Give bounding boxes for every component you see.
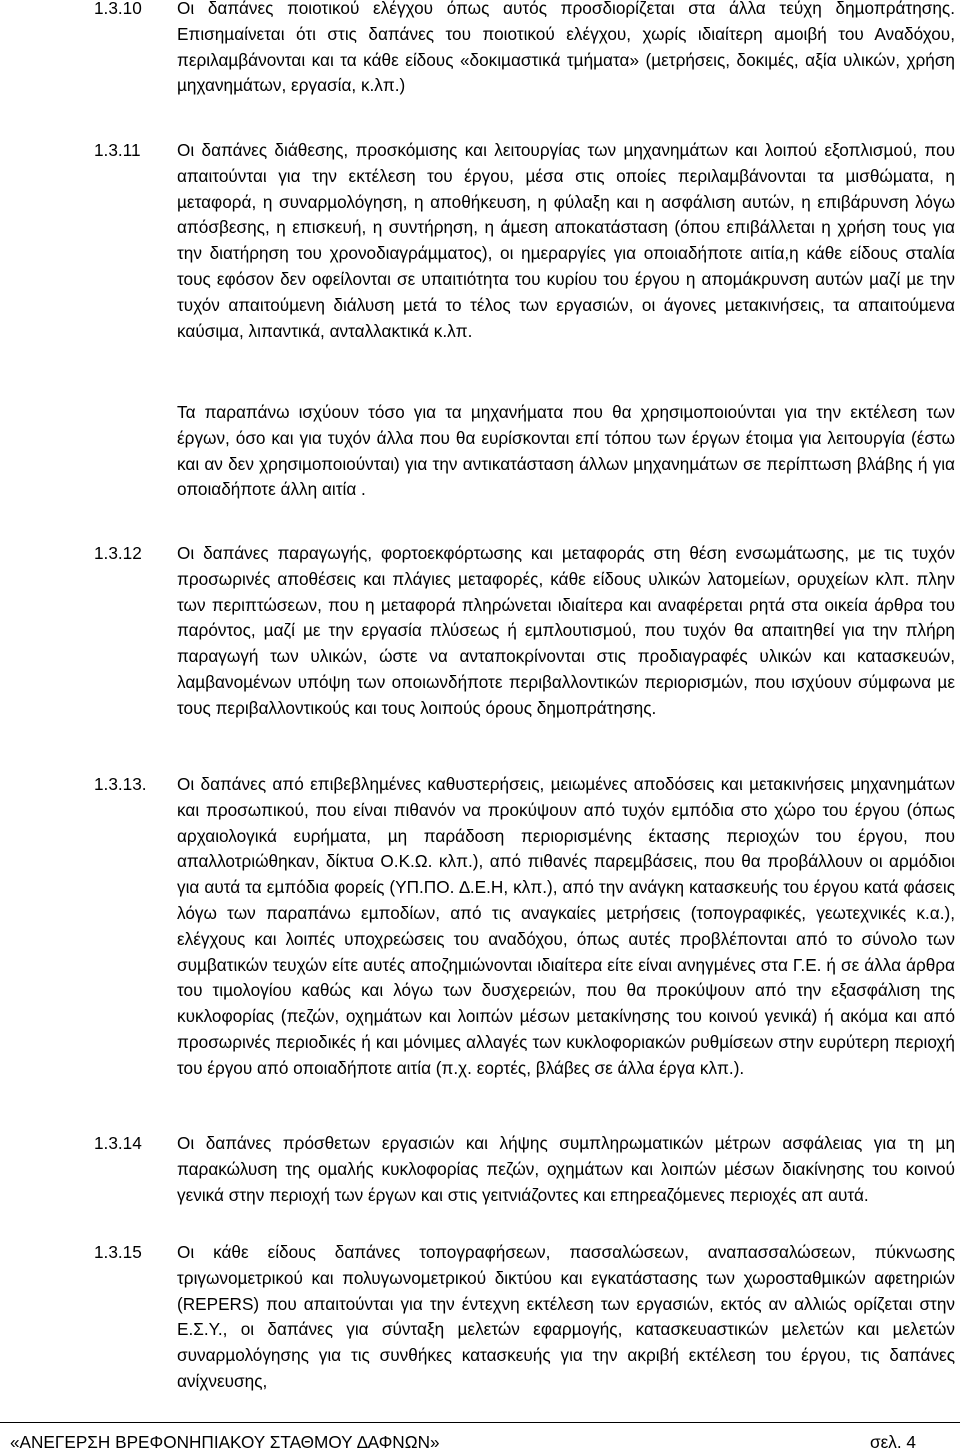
- section-text: Τα παραπάνω ισχύουν τόσο για τα µηχανήµατα που θα χρησιµοποιούνται για την εκτέλεση των έργων, όσο και για τυχόν άλλα που θα ευρίσκονται επί τόπου των έργων έτοιµα για λειτουργία (έστω και αν δεν χρησιµοποιούνται) για την αντικατάσταση άλλων µηχανηµάτων σε περίπτωση βλάβης ή για οποιαδήποτε άλλη αιτία .: [177, 402, 955, 500]
- section-number: 1.3.13.: [94, 774, 147, 794]
- section-number: 1.3.11: [94, 140, 141, 160]
- page-number: σελ. 4: [870, 1432, 916, 1452]
- section-text: Οι κάθε είδους δαπάνες τοπογραφήσεων, πασσαλώσεων, αναπασσαλώσεων, πύκνωσης τριγωνοµετρικού και πολυγωνοµετρικού δικτύου και εγκατάστασης των χωροσταθµικών αφετηριών (REPERS) που απαιτούνται για την έντεχνη εκτέλεση των εργασιών, εκτός αν αλλιώς ορίζεται στην Ε.Σ.Υ., οι δαπάνες για σύνταξη µελετών εφαρµογής, κατασκευαστικών µελετών και µελετών συναρµολόγησης για τις συνθήκες κατασκευής για την ακριβή εκτέλεση του έργου, τις δαπάνες ανίχνευσης,: [177, 1242, 955, 1391]
- section-number: 1.3.14: [94, 1133, 142, 1153]
- section-number: 1.3.12: [94, 543, 142, 563]
- section-text: Οι δαπάνες ποιοτικού ελέγχου όπως αυτός προσδιορίζεται στα άλλα τεύχη δηµοπράτησης. Επισηµαίνεται ότι στις δαπάνες του ποιοτικού ελέγχου, χωρίς ιδιαίτερη αµοιβή του Αναδόχου, περιλαµβάνονται και τα κάθε είδους «δοκιµαστικά τµήµατα» (µετρήσεις, δοκιµές, αξία υλικών, χρήση µηχανηµάτων, εργασία, κ.λπ.): [177, 0, 955, 96]
- section-text: Οι δαπάνες διάθεσης, προσκόµισης και λειτουργίας των µηχανηµάτων και λοιπού εξοπλισµού, που απαιτούνται για την εκτέλεση του έργου, µέσα στις οποίες περιλαµβάνονται τα µισθώµατα, η µεταφορά, η συναρµολόγηση, η αποθήκευση, η φύλαξη και η ασφάλιση αυτών, η επιβάρυνση λόγω απόσβεσης, η επισκευή, η συντήρηση, η άµεση αποκατάσταση (όπου επιβάλλεται η χρήση τους για την διατήρηση του χρονοδιαγράµµατος), οι ηµεραργίες για οποιαδήποτε αιτία,η κάθε είδους σταλία τους εφόσον δεν οφείλονται σε υπαιτιότητα του κυρίου του έργου η αποµάκρυνση αυτών µαζί µε την τυχόν απαιτούµενη διάλυση µετά το τέλος των εργασιών, οι άγονες µετακινήσεις, τα απαιτούµενα καύσιµα, λιπαντικά, ανταλλακτικά κ.λπ.: [177, 140, 955, 341]
- section-number: 1.3.15: [94, 1242, 142, 1262]
- footer-title: «ΑΝΕΓΕΡΣΗ ΒΡΕΦΟΝΗΠΙΑΚΟΥ ΣΤΑΘΜΟΥ ∆ΑΦΝΩΝ»: [10, 1432, 440, 1452]
- section-text: Οι δαπάνες πρόσθετων εργασιών και λήψης συµπληρωµατικών µέτρων ασφάλειας για τη µη παρακώλυση της οµαλής κυκλοφορίας πεζών, οχηµάτων και λοιπών µέσων διακίνησης του κοινού γενικά στην περιοχή των έργων και στις γειτνιάζοντες και επηρεαζόµενες περιοχές απ αυτά.: [177, 1133, 955, 1205]
- section-text: Οι δαπάνες από επιβεβληµένες καθυστερήσεις, µειωµένες αποδόσεις και µετακινήσεις µηχανηµάτων και προσωπικού, που είναι πιθανόν να προκύψουν από τυχόν εµπόδια στο χώρο του έργου (όπως αρχαιολογικά ευρήµατα, µη παράδοση περιορισµένης έκτασης περιοχών του έργου, που απαλλοτριώθηκαν, δίκτυα Ο.Κ.Ω. κλπ.), από πιθανές παρεµβάσεις, που θα προβάλλουν οι αρµόδιοι για αυτά τα εµπόδια φορείς (ΥΠ.ΠΟ. ∆.Ε.Η, κλπ.), από την ανάγκη κατασκευής του έργου κατά φάσεις λόγω των παραπάνω εµποδίων, από τις αναγκαίες µετρήσεις (τοπογραφικές, γεωτεχνικές κ.α.), ελέγχους και λοιπές υποχρεώσεις του αναδόχου, όπως αυτές προβλέπονται από το σύνολο των συµβατικών τευχών είτε αυτές αποζηµιώνονται ιδιαίτερα είτε είναι ανηγµένες στα Γ.Ε. ή σε άλλα άρθρα του τιµολογίου καθώς και λόγω των δυσχερειών, που θα προκύψουν από την εξασφάλιση της κυκλοφορίας (πεζών, οχηµάτων και λοιπών µέσων µετακίνησης του κοινού γενικά) ή ακόµα και από προσωρινές περιοδικές ή και µόνιµες αλλαγές των κυκλοφοριακών ρυθµίσεων στην ευρύτερη περιοχή του έργου από οποιαδήποτε αιτία (π.χ. εορτές, βλάβες σε άλλα έργα κλπ.).: [177, 774, 955, 1078]
- footer-divider: [0, 1422, 960, 1423]
- section-number: 1.3.10: [94, 0, 142, 18]
- section-text: Οι δαπάνες παραγωγής, φορτοεκφόρτωσης και µεταφοράς στη θέση ενσωµάτωσης, µε τις τυχόν προσωρινές αποθέσεις και πλάγιες µεταφορές, κάθε είδους υλικών λατοµείων, ορυχείων κλπ. πλην των περιπτώσεων, που η µεταφορά πληρώνεται ιδιαίτερα και αναφέρεται ρητά στα οικεία άρθρα του παρόντος, µαζί µε την εργασία πλύσεως ή εµπλουτισµού, που τυχόν θα απαιτηθεί για την πλήρη παραγωγή των υλικών, ώστε να ανταποκρίνονται στις προδιαγραφές υλικών και κατασκευών, λαµβανοµένων υπόψη των οποιωνδήποτε περιβαλλοντικών περιορισµών, που ισχύουν σύµφωνα µε τους περιβαλλοντικούς και τους λοιπούς όρους δηµοπράτησης.: [177, 543, 955, 718]
